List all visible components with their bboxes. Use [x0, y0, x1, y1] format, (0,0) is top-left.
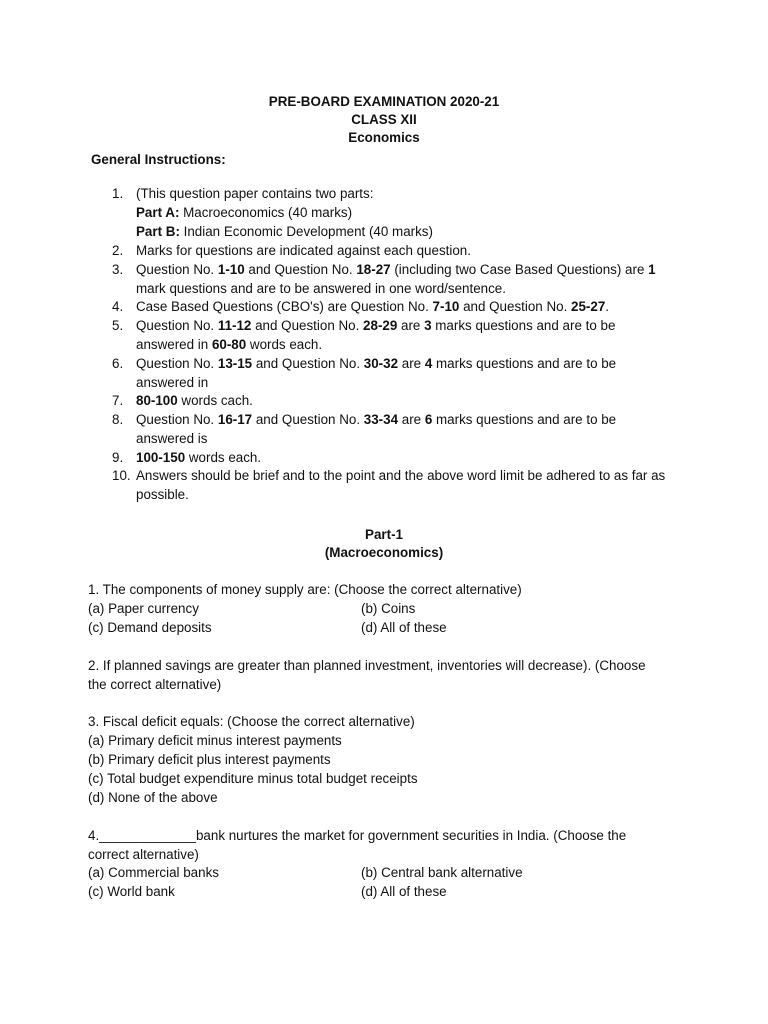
- bold-text: 6: [424, 412, 433, 427]
- bold-text: 25-27: [571, 299, 606, 314]
- exam-title: PRE-BOARD EXAMINATION 2020-21: [268, 94, 500, 109]
- question-3-text: 3. Fiscal deficit equals: (Choose the correct alternative): [88, 714, 415, 729]
- instruction-text: [136, 298, 672, 317]
- question-2-line-1: 2. If planned savings are greater than planned investment, inventories will decrease). (Choose: [88, 658, 646, 673]
- instruction-number: 1.: [112, 186, 124, 201]
- bold-text: 1-10: [217, 262, 245, 277]
- bold-text: 11-12: [217, 318, 252, 333]
- question-3-option-d: (d) None of the above: [88, 790, 218, 805]
- question-3-option-b: (b) Primary deficit plus interest payments: [88, 752, 331, 767]
- instruction-line: Part A: Macroeconomics (40 marks): [136, 204, 353, 220]
- bold-text: 13-15: [217, 356, 253, 371]
- bold-text: 100-150: [136, 450, 186, 465]
- instruction-line: Marks for questions are indicated against each question.: [136, 243, 471, 258]
- question-4-option-b: (b) Central bank alternative: [361, 865, 523, 880]
- instruction-item: [112, 242, 672, 261]
- instruction-number: 3.: [112, 262, 124, 277]
- instruction-number: 7.: [112, 393, 124, 408]
- instruction-line: Question No. 13-15 and Question No. 30-32 are 4 marks questions and are to be answered in: [136, 356, 617, 390]
- instruction-number: 9.: [112, 450, 124, 465]
- bold-text: 3: [424, 318, 432, 333]
- instruction-item: [112, 392, 672, 411]
- instruction-line: Question No. 1-10 and Question No. 18-27 (including two Case Based Questions) are 1 mark questions and are to be answered in one word/sentence.: [136, 262, 656, 296]
- question-3-option-c: (c) Total budget expenditure minus total budget receipts: [88, 771, 418, 786]
- bold-text: Part B:: [136, 223, 180, 239]
- instruction-text: [136, 392, 672, 411]
- instruction-line: Part B: Indian Economic Development (40 marks): [136, 223, 433, 239]
- instruction-item: [112, 467, 672, 505]
- question-3-option-a: (a) Primary deficit minus interest payments: [88, 733, 342, 748]
- question-4-option-d: (d) All of these: [361, 884, 447, 899]
- instruction-number: 2.: [112, 243, 124, 258]
- instruction-line: 100-150 words each.: [136, 450, 262, 465]
- instruction-item: [112, 317, 672, 355]
- question-1-option-b: (b) Coins: [361, 601, 416, 616]
- question-4-option-c: (c) World bank: [88, 884, 175, 899]
- bold-text: 7-10: [432, 299, 460, 314]
- bold-text: 33-34: [363, 412, 399, 427]
- instruction-item: [112, 411, 672, 449]
- instruction-line: Case Based Questions (CBO's) are Question No. 7-10 and Question No. 25-27.: [136, 299, 609, 314]
- instruction-line: Question No. 16-17 and Question No. 33-34 are 6 marks questions and are to be answered is: [136, 412, 617, 446]
- instruction-item: [112, 185, 672, 241]
- bold-text: 30-32: [363, 356, 399, 371]
- question-1-option-d: (d) All of these: [361, 620, 447, 635]
- instruction-item: [112, 449, 672, 468]
- bold-text: 16-17: [217, 412, 253, 427]
- instruction-line: (This question paper contains two parts:: [136, 186, 374, 201]
- instruction-text: [136, 449, 672, 468]
- question-4-line-2: correct alternative): [88, 847, 199, 862]
- bold-text: Part A:: [136, 204, 180, 220]
- instruction-item: [112, 355, 672, 393]
- question-4-option-a: (a) Commercial banks: [88, 865, 219, 880]
- instruction-number: 8.: [112, 412, 124, 427]
- question-4-line-1: 4._____________bank nurtures the market for government securities in India. (Choose the: [88, 828, 627, 843]
- bold-text: 18-27: [356, 262, 391, 277]
- instruction-text: [136, 261, 672, 299]
- instruction-line: Answers should be brief and to the point and the above word limit be adhered to as far as possible.: [136, 468, 666, 502]
- question-2-line-2: the correct alternative): [88, 677, 222, 692]
- instruction-text: [136, 185, 672, 241]
- question-1-option-c: (c) Demand deposits: [88, 620, 212, 635]
- instruction-line: 80-100 words cach.: [136, 393, 253, 408]
- instruction-number: 10.: [112, 468, 131, 483]
- instruction-item: [112, 261, 672, 299]
- bold-text: 4: [424, 356, 433, 371]
- instruction-text: [136, 411, 672, 449]
- instruction-number: 6.: [112, 356, 124, 371]
- question-1-text: 1. The components of money supply are: (Choose the correct alternative): [88, 582, 522, 597]
- instruction-text: [136, 242, 672, 261]
- instruction-text: [136, 317, 672, 355]
- instruction-number: 4.: [112, 299, 124, 314]
- class-label: CLASS XII: [351, 112, 417, 127]
- part-title: Part-1: [365, 527, 403, 542]
- bold-text: 60-80: [211, 336, 247, 352]
- part-subtitle: (Macroeconomics): [324, 545, 444, 560]
- instruction-text: [136, 355, 672, 393]
- bold-text: 28-29: [363, 318, 398, 333]
- bold-text: 80-100: [136, 393, 178, 408]
- question-1-option-a: (a) Paper currency: [88, 601, 199, 616]
- instruction-item: [112, 298, 672, 317]
- instruction-number: 5.: [112, 318, 124, 333]
- instruction-text: [136, 467, 672, 505]
- instruction-line: Question No. 11-12 and Question No. 28-29 are 3 marks questions and are to be answered in 60-80 words each.: [136, 318, 616, 352]
- subject-label: Economics: [348, 130, 420, 145]
- bold-text: 1: [648, 262, 656, 277]
- general-instructions-heading: General Instructions:: [91, 152, 226, 167]
